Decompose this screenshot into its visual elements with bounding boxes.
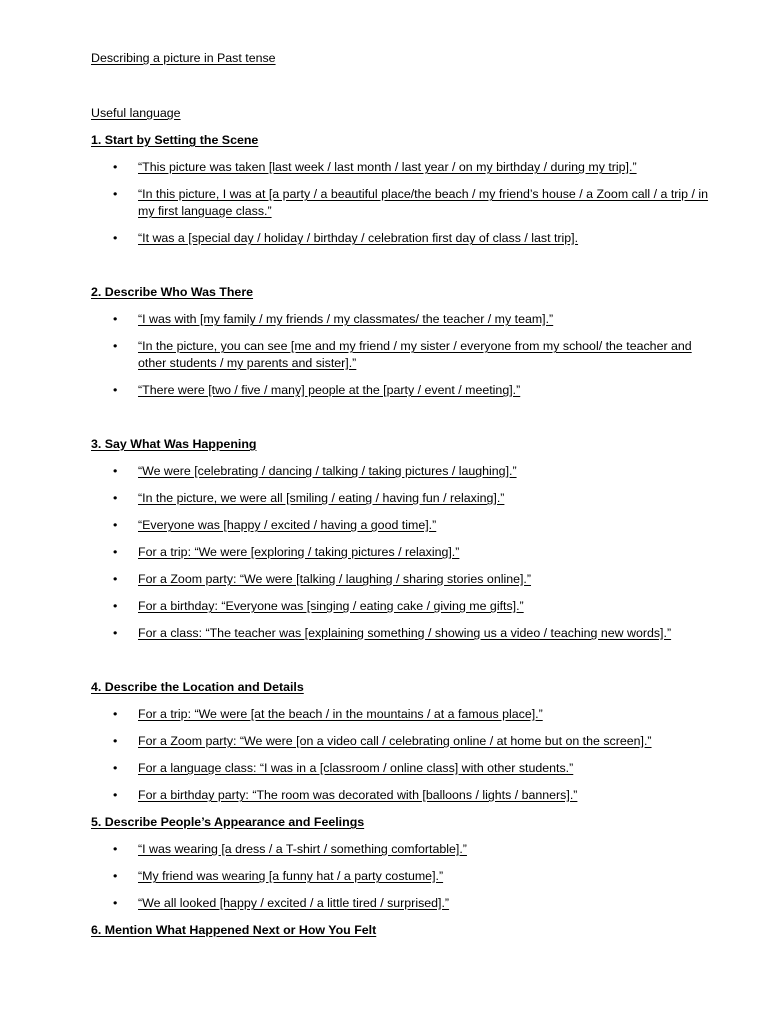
section-list-1	[91, 159, 711, 247]
section-heading-1: 1. Start by Setting the Scene	[91, 133, 259, 147]
section-list-2	[91, 311, 711, 399]
list-item: • For a trip: “We were [exploring / taking pictures / relaxing].”	[91, 544, 711, 561]
list-item: • “This picture was taken [last week / last month / last year / on my birthday / during my trip].”	[91, 159, 711, 176]
list-item: • For a language class: “I was in a [classroom / online class] with other students.”	[91, 760, 711, 777]
list-item: • “I was with [my family / my friends / my classmates/ the teacher / my team].”	[91, 311, 711, 328]
list-item: • “In this picture, I was at [a party / a beautiful place/the beach / my friend’s house / a Zoom call / a trip / in my first language class.”	[91, 186, 711, 220]
list-item: • “Everyone was [happy / excited / having a good time].”	[91, 517, 711, 534]
list-item: • “My friend was wearing [a funny hat / a party costume].”	[91, 868, 711, 885]
list-item: • “There were [two / five / many] people at the [party / event / meeting].”	[91, 382, 711, 399]
document-page	[91, 50, 711, 939]
section-heading-5: 5. Describe People’s Appearance and Feelings	[91, 815, 365, 829]
list-item: • For a Zoom party: “We were [talking / laughing / sharing stories online].”	[91, 571, 711, 588]
list-item: • “In the picture, we were all [smiling / eating / having fun / relaxing].”	[91, 490, 711, 507]
useful-language-label: Useful language	[91, 106, 181, 120]
list-item: • “I was wearing [a dress / a T-shirt / something comfortable].”	[91, 841, 711, 858]
list-item: • For a trip: “We were [at the beach / in the mountains / at a famous place].”	[91, 706, 711, 723]
list-item: • For a class: “The teacher was [explaining something / showing us a video / teaching new words].”	[91, 625, 711, 642]
section-heading-4: 4. Describe the Location and Details	[91, 680, 304, 694]
section-heading-6: 6. Mention What Happened Next or How You Felt	[91, 923, 377, 937]
document-title: Describing a picture in Past tense	[91, 51, 276, 65]
list-item: • For a birthday: “Everyone was [singing / eating cake / giving me gifts].”	[91, 598, 711, 615]
section-list-4	[91, 706, 711, 804]
section-heading-2: 2. Describe Who Was There	[91, 285, 254, 299]
list-item: • “We all looked [happy / excited / a little tired / surprised].”	[91, 895, 711, 912]
section-list-5	[91, 841, 711, 912]
list-item: • “We were [celebrating / dancing / talking / taking pictures / laughing].”	[91, 463, 711, 480]
section-list-3	[91, 463, 711, 642]
list-item: • For a birthday party: “The room was decorated with [balloons / lights / banners].”	[91, 787, 711, 804]
section-heading-3: 3. Say What Was Happening	[91, 437, 257, 451]
list-item: • For a Zoom party: “We were [on a video call / celebrating online / at home but on the screen].”	[91, 733, 711, 750]
list-item: • “It was a [special day / holiday / birthday / celebration first day of class / last trip].	[91, 230, 711, 247]
list-item: • “In the picture, you can see [me and my friend / my sister / everyone from my school/ the teacher and other students / my parents and sister].”	[91, 338, 711, 372]
